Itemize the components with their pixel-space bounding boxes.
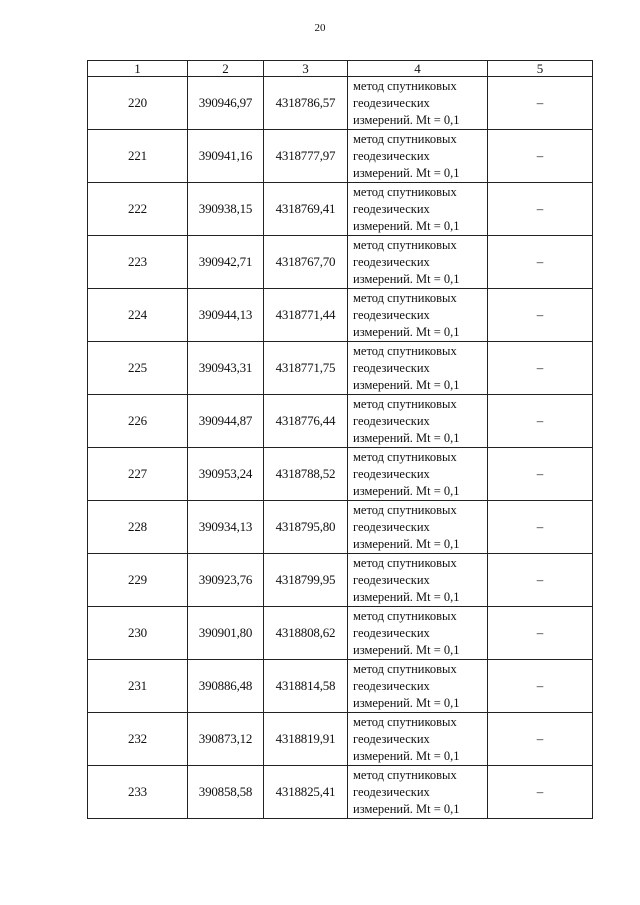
page-number: 20 — [314, 22, 326, 34]
method-cell — [348, 607, 488, 660]
method-text-line: геодезических — [353, 307, 430, 322]
y-coordinate-cell: 4318776,44 — [264, 395, 348, 448]
method-text-line: измерений. Mt = 0,1 — [353, 430, 460, 445]
table-row — [88, 395, 593, 448]
header-col-3: 3 — [264, 61, 348, 77]
method-text-line: геодезических — [353, 413, 430, 428]
note-cell: – — [488, 342, 593, 395]
table-row — [88, 448, 593, 501]
method-text-line: измерений. Mt = 0,1 — [353, 536, 460, 551]
method-text-line: метод спутниковых — [353, 343, 457, 358]
x-coordinate-cell: 390941,16 — [188, 130, 264, 183]
point-id-cell: 228 — [88, 501, 188, 554]
note-cell: – — [488, 501, 593, 554]
note-cell: – — [488, 607, 593, 660]
x-coordinate-cell: 390953,24 — [188, 448, 264, 501]
note-cell: – — [488, 130, 593, 183]
y-coordinate-cell: 4318771,44 — [264, 289, 348, 342]
method-text-line: метод спутниковых — [353, 78, 457, 93]
method-text-line: измерений. Mt = 0,1 — [353, 271, 460, 286]
point-id-cell: 233 — [88, 766, 188, 819]
method-text-line: метод спутниковых — [353, 502, 457, 517]
y-coordinate-cell: 4318795,80 — [264, 501, 348, 554]
x-coordinate-cell: 390923,76 — [188, 554, 264, 607]
method-text-line: метод спутниковых — [353, 555, 457, 570]
y-coordinate-cell: 4318786,57 — [264, 77, 348, 130]
y-coordinate-cell: 4318825,41 — [264, 766, 348, 819]
header-col-1: 1 — [88, 61, 188, 77]
method-text-line: геодезических — [353, 201, 430, 216]
method-text-line: измерений. Mt = 0,1 — [353, 324, 460, 339]
x-coordinate-cell: 390873,12 — [188, 713, 264, 766]
method-text-line: измерений. Mt = 0,1 — [353, 377, 460, 392]
method-cell — [348, 130, 488, 183]
point-id-cell: 222 — [88, 183, 188, 236]
y-coordinate-cell: 4318771,75 — [264, 342, 348, 395]
x-coordinate-cell: 390938,15 — [188, 183, 264, 236]
point-id-cell: 232 — [88, 713, 188, 766]
method-cell — [348, 342, 488, 395]
table-row — [88, 713, 593, 766]
method-text-line: измерений. Mt = 0,1 — [353, 218, 460, 233]
y-coordinate-cell: 4318777,97 — [264, 130, 348, 183]
note-cell: – — [488, 77, 593, 130]
note-cell: – — [488, 660, 593, 713]
method-cell — [348, 236, 488, 289]
coordinates-table — [87, 60, 593, 819]
note-cell: – — [488, 395, 593, 448]
point-id-cell: 225 — [88, 342, 188, 395]
method-cell — [348, 289, 488, 342]
method-text-line: измерений. Mt = 0,1 — [353, 112, 460, 127]
method-text-line: геодезических — [353, 784, 430, 799]
method-text-line: метод спутниковых — [353, 237, 457, 252]
table-row — [88, 77, 593, 130]
note-cell: – — [488, 289, 593, 342]
y-coordinate-cell: 4318814,58 — [264, 660, 348, 713]
method-cell — [348, 501, 488, 554]
method-text-line: метод спутниковых — [353, 767, 457, 782]
x-coordinate-cell: 390934,13 — [188, 501, 264, 554]
point-id-cell: 230 — [88, 607, 188, 660]
method-text-line: измерений. Mt = 0,1 — [353, 748, 460, 763]
method-text-line: метод спутниковых — [353, 661, 457, 676]
method-text-line: измерений. Mt = 0,1 — [353, 483, 460, 498]
method-cell — [348, 183, 488, 236]
x-coordinate-cell: 390944,13 — [188, 289, 264, 342]
point-id-cell: 231 — [88, 660, 188, 713]
x-coordinate-cell: 390858,58 — [188, 766, 264, 819]
note-cell: – — [488, 183, 593, 236]
method-text-line: измерений. Mt = 0,1 — [353, 801, 460, 816]
method-text-line: измерений. Mt = 0,1 — [353, 589, 460, 604]
header-row — [88, 61, 593, 77]
point-id-cell: 221 — [88, 130, 188, 183]
point-id-cell: 224 — [88, 289, 188, 342]
method-text-line: геодезических — [353, 254, 430, 269]
table-header — [88, 61, 593, 77]
y-coordinate-cell: 4318769,41 — [264, 183, 348, 236]
point-id-cell: 220 — [88, 77, 188, 130]
table-row — [88, 501, 593, 554]
method-cell — [348, 766, 488, 819]
y-coordinate-cell: 4318799,95 — [264, 554, 348, 607]
x-coordinate-cell: 390944,87 — [188, 395, 264, 448]
point-id-cell: 229 — [88, 554, 188, 607]
note-cell: – — [488, 713, 593, 766]
table-row — [88, 660, 593, 713]
method-text-line: метод спутниковых — [353, 184, 457, 199]
method-text-line: метод спутниковых — [353, 131, 457, 146]
point-id-cell: 227 — [88, 448, 188, 501]
method-text-line: геодезических — [353, 466, 430, 481]
method-text-line: метод спутниковых — [353, 714, 457, 729]
method-text-line: метод спутниковых — [353, 608, 457, 623]
table-row — [88, 554, 593, 607]
method-text-line: геодезических — [353, 95, 430, 110]
method-cell — [348, 554, 488, 607]
method-cell — [348, 77, 488, 130]
method-cell — [348, 395, 488, 448]
note-cell: – — [488, 554, 593, 607]
method-text-line: метод спутниковых — [353, 290, 457, 305]
table-row — [88, 236, 593, 289]
point-id-cell: 223 — [88, 236, 188, 289]
y-coordinate-cell: 4318819,91 — [264, 713, 348, 766]
x-coordinate-cell: 390943,31 — [188, 342, 264, 395]
note-cell: – — [488, 236, 593, 289]
method-text-line: геодезических — [353, 731, 430, 746]
method-text-line: измерений. Mt = 0,1 — [353, 642, 460, 657]
method-text-line: геодезических — [353, 625, 430, 640]
method-text-line: геодезических — [353, 572, 430, 587]
method-cell — [348, 660, 488, 713]
method-text-line: метод спутниковых — [353, 449, 457, 464]
method-text-line: метод спутниковых — [353, 396, 457, 411]
x-coordinate-cell: 390946,97 — [188, 77, 264, 130]
method-text-line: измерений. Mt = 0,1 — [353, 695, 460, 710]
table-row — [88, 183, 593, 236]
method-cell — [348, 713, 488, 766]
table-row — [88, 130, 593, 183]
header-col-2: 2 — [188, 61, 264, 77]
y-coordinate-cell: 4318767,70 — [264, 236, 348, 289]
header-col-4: 4 — [348, 61, 488, 77]
method-text-line: измерений. Mt = 0,1 — [353, 165, 460, 180]
x-coordinate-cell: 390942,71 — [188, 236, 264, 289]
method-text-line: геодезических — [353, 519, 430, 534]
method-text-line: геодезических — [353, 148, 430, 163]
note-cell: – — [488, 766, 593, 819]
table-row — [88, 342, 593, 395]
method-text-line: геодезических — [353, 360, 430, 375]
method-text-line: геодезических — [353, 678, 430, 693]
note-cell: – — [488, 448, 593, 501]
point-id-cell: 226 — [88, 395, 188, 448]
method-cell — [348, 448, 488, 501]
x-coordinate-cell: 390901,80 — [188, 607, 264, 660]
table-row — [88, 766, 593, 819]
table-body — [88, 77, 593, 819]
table-row — [88, 289, 593, 342]
x-coordinate-cell: 390886,48 — [188, 660, 264, 713]
table-row — [88, 607, 593, 660]
y-coordinate-cell: 4318808,62 — [264, 607, 348, 660]
header-col-5: 5 — [488, 61, 593, 77]
y-coordinate-cell: 4318788,52 — [264, 448, 348, 501]
